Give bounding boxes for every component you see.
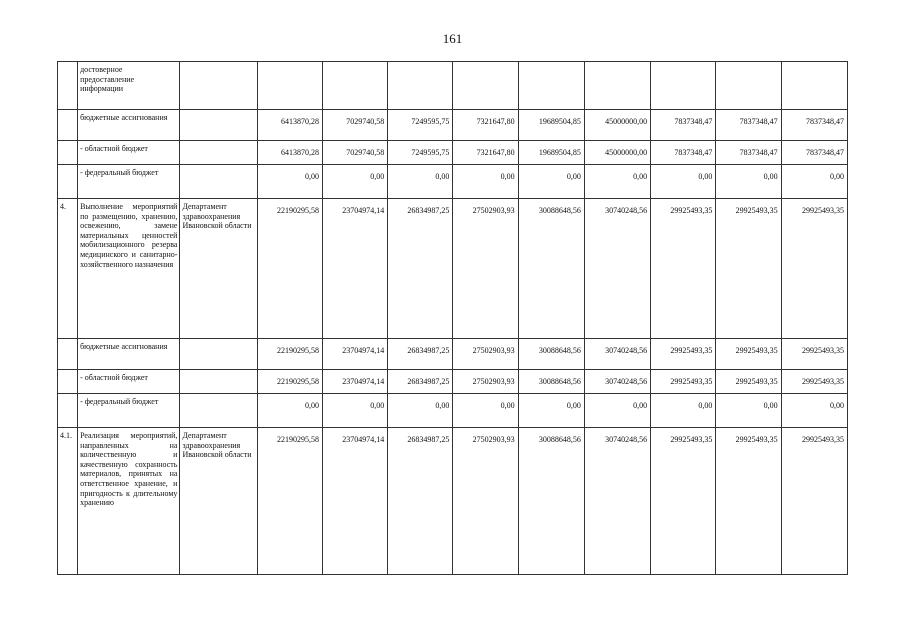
row-description: бюджетные ассигнования [78,110,180,141]
value-cell: 22190295,58 [257,339,322,370]
value-cell [651,62,716,110]
value-cell: 30740248,56 [584,370,650,394]
value-cell: 29925493,35 [781,339,847,370]
value-cell: 23704974,14 [322,339,387,370]
value-cell: 0,00 [716,165,781,199]
table-row [58,165,848,199]
value-cell: 0,00 [584,165,650,199]
value-cell: 0,00 [388,165,453,199]
value-cell: 26834987,25 [388,199,453,339]
table-row [58,339,848,370]
row-number [58,165,78,199]
row-executor [180,165,257,199]
row-description: бюджетные ассигнования [78,339,180,370]
row-number [58,339,78,370]
value-cell: 29925493,35 [716,199,781,339]
value-cell: 30088648,56 [518,339,584,370]
value-cell: 0,00 [781,394,847,428]
value-cell: 0,00 [322,394,387,428]
value-cell: 7837348,47 [781,110,847,141]
value-cell: 27502903,93 [453,339,518,370]
table-row [58,370,848,394]
value-cell: 27502903,93 [453,370,518,394]
value-cell: 0,00 [453,394,518,428]
row-executor [180,394,257,428]
value-cell: 30740248,56 [584,428,650,575]
value-cell: 27502903,93 [453,199,518,339]
value-cell: 0,00 [322,165,387,199]
table-row [58,394,848,428]
value-cell: 7837348,47 [716,141,781,165]
value-cell: 29925493,35 [716,370,781,394]
value-cell: 7837348,47 [716,110,781,141]
page-number: 161 [442,31,463,46]
row-description: - федеральный бюджет [78,165,180,199]
value-cell: 0,00 [257,394,322,428]
value-cell: 45000000,00 [584,110,650,141]
value-cell: 29925493,35 [651,199,716,339]
row-description: - федеральный бюджет [78,394,180,428]
value-cell [453,62,518,110]
value-cell: 0,00 [518,394,584,428]
value-cell: 0,00 [257,165,322,199]
value-cell: 0,00 [388,394,453,428]
value-cell: 7321647,80 [453,110,518,141]
value-cell [518,62,584,110]
value-cell: 0,00 [453,165,518,199]
table-row [58,428,848,575]
value-cell: 29925493,35 [781,199,847,339]
value-cell: 7837348,47 [781,141,847,165]
value-cell: 6413870,28 [257,110,322,141]
row-executor [180,141,257,165]
value-cell [388,62,453,110]
row-executor [180,62,257,110]
value-cell: 19689504,85 [518,110,584,141]
value-cell: 30088648,56 [518,199,584,339]
value-cell: 45000000,00 [584,141,650,165]
value-cell [584,62,650,110]
value-cell: 29925493,35 [651,428,716,575]
value-cell: 7029740,58 [322,110,387,141]
table-row [58,141,848,165]
value-cell: 22190295,58 [257,370,322,394]
row-executor [180,339,257,370]
budget-table [57,61,848,575]
table-row [58,110,848,141]
value-cell: 29925493,35 [716,339,781,370]
table-row [58,62,848,110]
row-number [58,394,78,428]
row-description: достоверное предоставление информации [78,62,180,110]
value-cell [716,62,781,110]
row-description: Выполнение мероприятий по размещению, хранению, освежению, замене материальных ценностей мобилизационного резерва медицинского и санитарно-хозяйственного назначения [78,199,180,339]
value-cell [257,62,322,110]
row-executor: Департамент здравоохранения Ивановской области [180,428,257,575]
row-description: Реализация мероприятий, направленных на количественную и качественную сохранность материалов, принятых на ответственное хранение, и пригодность к длительному хранению [78,428,180,575]
value-cell: 0,00 [716,394,781,428]
value-cell: 29925493,35 [781,428,847,575]
value-cell: 6413870,28 [257,141,322,165]
value-cell: 26834987,25 [388,428,453,575]
value-cell: 7837348,47 [651,110,716,141]
value-cell: 29925493,35 [716,428,781,575]
value-cell: 26834987,25 [388,339,453,370]
row-description: - областной бюджет [78,141,180,165]
value-cell: 0,00 [584,394,650,428]
row-number [58,141,78,165]
value-cell: 29925493,35 [651,370,716,394]
row-number [58,62,78,110]
row-executor [180,110,257,141]
value-cell: 0,00 [781,165,847,199]
value-cell: 7029740,58 [322,141,387,165]
row-executor [180,370,257,394]
row-number [58,370,78,394]
value-cell: 7249595,75 [388,110,453,141]
value-cell [781,62,847,110]
value-cell: 7249595,75 [388,141,453,165]
value-cell: 23704974,14 [322,428,387,575]
value-cell: 19689504,85 [518,141,584,165]
value-cell: 7837348,47 [651,141,716,165]
row-description: - областной бюджет [78,370,180,394]
value-cell: 29925493,35 [781,370,847,394]
value-cell: 0,00 [518,165,584,199]
value-cell: 23704974,14 [322,199,387,339]
value-cell [322,62,387,110]
value-cell: 27502903,93 [453,428,518,575]
value-cell: 7321647,80 [453,141,518,165]
row-number: 4. [58,199,78,339]
value-cell: 22190295,58 [257,428,322,575]
row-number [58,110,78,141]
row-executor: Департамент здравоохранения Ивановской области [180,199,257,339]
value-cell: 30740248,56 [584,339,650,370]
value-cell: 26834987,25 [388,370,453,394]
value-cell: 30088648,56 [518,370,584,394]
value-cell: 30088648,56 [518,428,584,575]
value-cell: 23704974,14 [322,370,387,394]
value-cell: 22190295,58 [257,199,322,339]
value-cell: 0,00 [651,394,716,428]
row-number: 4.1. [58,428,78,575]
value-cell: 30740248,56 [584,199,650,339]
table-row [58,199,848,339]
value-cell: 0,00 [651,165,716,199]
value-cell: 29925493,35 [651,339,716,370]
